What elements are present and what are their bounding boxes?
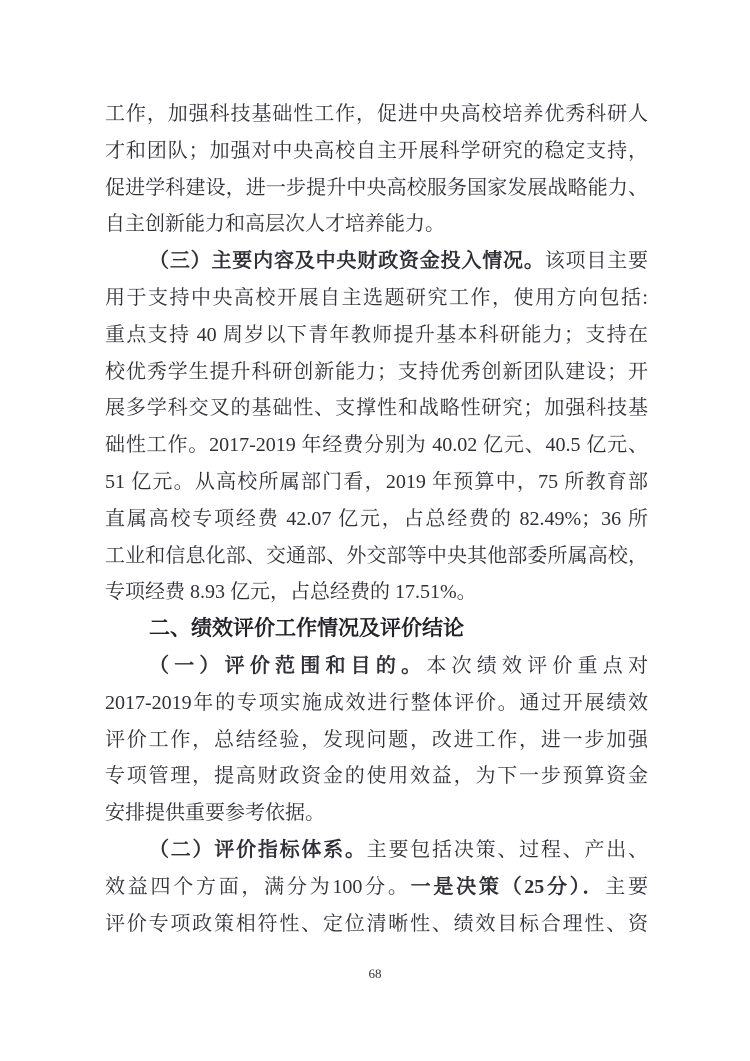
text-line: [105, 390, 648, 427]
text-run: 本次绩效评价重点对: [426, 654, 648, 677]
text-run: 主要: [605, 875, 648, 898]
text-run: 效益四个方面，满分为100分。: [105, 875, 411, 898]
text-line: [105, 538, 648, 575]
text-run: 重点支持 40 周岁以下青年教师提升基本科研能力；支持在: [105, 323, 648, 346]
text-run: 才和团队；加强对中央高校自主开展科学研究的稳定支持，: [105, 139, 648, 162]
text-line: [105, 685, 648, 722]
text-run: 用于支持中央高校开展自主选题研究工作，使用方向包括:: [105, 286, 648, 309]
text-line: [105, 832, 648, 869]
bold-text-run: 一是决策（25分）．: [410, 875, 606, 898]
text-run: 评价专项政策相符性、定位清晰性、绩效目标合理性、资: [105, 912, 648, 935]
text-line: [105, 427, 648, 464]
text-block: [105, 96, 648, 942]
text-run: 直属高校专项经费 42.07 亿元，占总经费的 82.49%；36 所: [105, 507, 648, 530]
text-run: 专项经费 8.93 亿元，占总经费的 17.51%。: [105, 581, 477, 604]
bold-text-run: （一）评价范围和目的。: [149, 654, 427, 677]
page-number: 68: [368, 966, 382, 981]
text-line: [105, 96, 648, 133]
text-line: [105, 869, 648, 906]
text-line: [105, 795, 648, 832]
text-run: 自主创新能力和高层次人才培养能力。: [105, 213, 445, 236]
text-run: 展多学科交叉的基础性、支撑性和战略性研究；加强科技基: [105, 397, 648, 420]
section-heading: [105, 611, 648, 648]
text-line: [105, 354, 648, 391]
text-run: 校优秀学生提升科研创新能力；支持优秀创新团队建设；开: [105, 360, 648, 383]
text-line: [105, 722, 648, 759]
bold-text-run: （二）评价指标体系。: [149, 838, 367, 861]
text-run: 2017-2019年的专项实施成效进行整体评价。通过开展绩效: [105, 691, 648, 714]
text-line: [105, 648, 648, 685]
text-run: 础性工作。2017-2019 年经费分别为 40.02 亿元、40.5 亿元、: [105, 434, 648, 457]
text-run: 促进学科建设，进一步提升中央高校服务国家发展战略能力、: [105, 176, 648, 199]
text-line: [105, 758, 648, 795]
text-line: [105, 280, 648, 317]
text-run: 评价工作，总结经验，发现问题，改进工作，进一步加强: [105, 728, 648, 751]
text-line: [105, 170, 648, 207]
text-run: 工业和信息化部、交通部、外交部等中央其他部委所属高校，: [105, 544, 648, 567]
text-run: 该项目主要: [544, 250, 648, 273]
text-line: [105, 501, 648, 538]
bold-text-run: 二、绩效评价工作情况及评价结论: [149, 617, 464, 641]
text-run: 主要包括决策、过程、产出、: [366, 838, 648, 861]
bold-text-run: （三）主要内容及中央财政资金投入情况。: [149, 250, 545, 273]
text-line: [105, 317, 648, 354]
text-line: [105, 133, 648, 170]
text-line: [105, 464, 648, 501]
text-run: 专项管理，提高财政资金的使用效益，为下一步预算资金: [105, 765, 648, 788]
text-line: [105, 243, 648, 280]
text-line: [105, 906, 648, 943]
text-run: 51 亿元。从高校所属部门看，2019 年预算中，75 所教育部: [105, 470, 648, 493]
text-run: 安排提供重要参考依据。: [105, 802, 325, 825]
text-line: [105, 574, 648, 611]
text-run: 工作，加强科技基础性工作，促进中央高校培养优秀科研人: [105, 103, 648, 125]
text-line: [105, 206, 648, 243]
